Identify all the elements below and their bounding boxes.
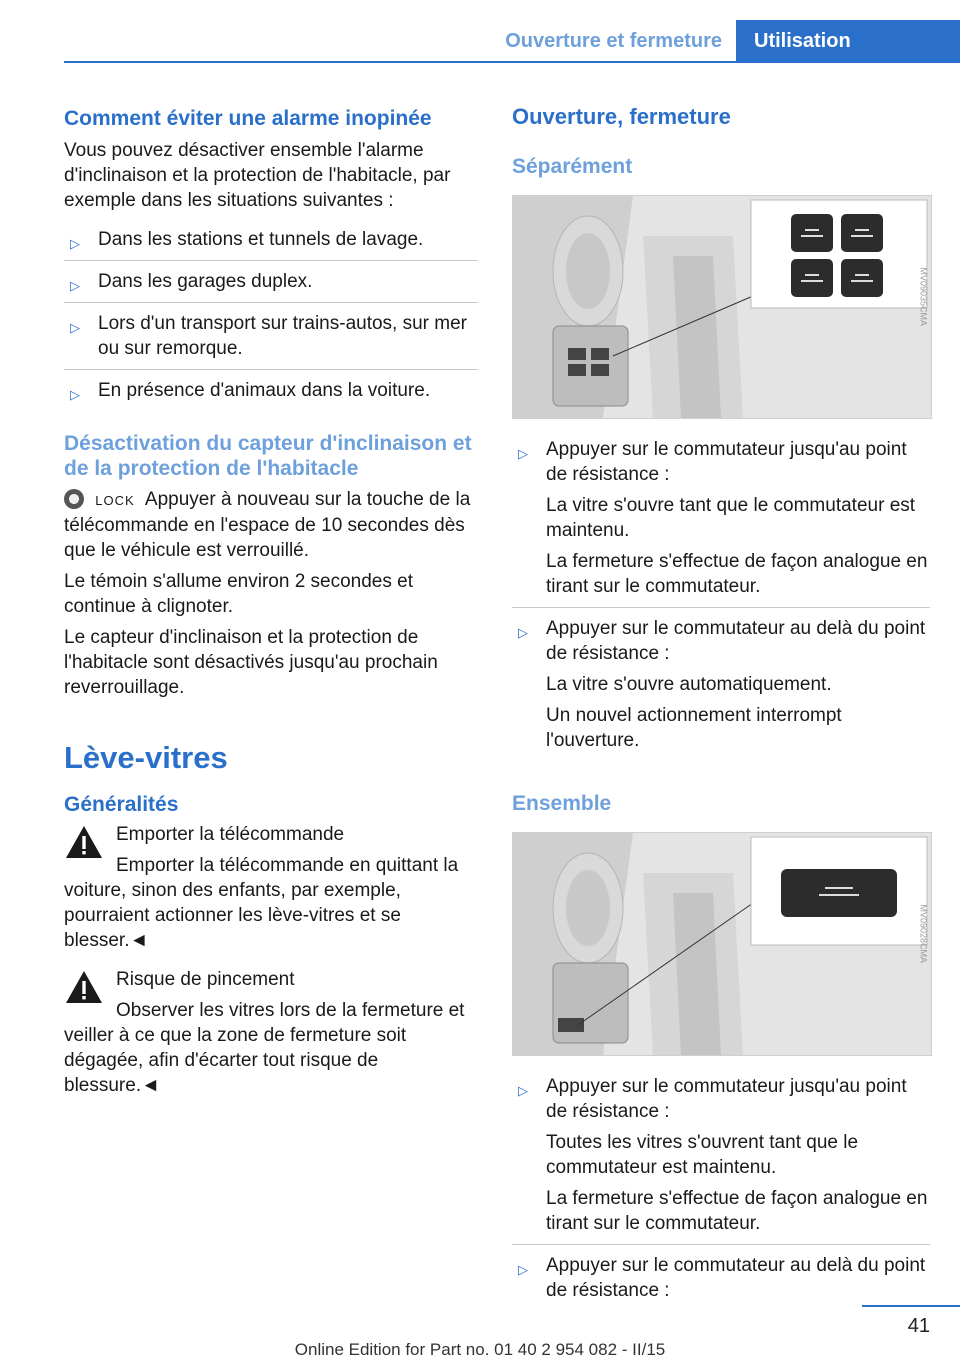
separately-list [512, 429, 930, 761]
list-item: ▷ Dans les stations et tunnels de lavage. [64, 219, 478, 260]
warning-remote-title: Emporter la télécommande [116, 824, 345, 845]
warning-pinch [64, 967, 478, 1098]
door-panel-illustration [513, 833, 931, 1055]
list-item: ▷ Dans les garages duplex. [64, 260, 478, 302]
edition-note: Online Edition for Part no. 01 40 2 954 082 - II/15 [294, 1340, 666, 1359]
image-code: MV09028CMA [919, 904, 929, 963]
footer-rule [862, 1305, 960, 1307]
heading-alarm: Comment éviter une alarme inopinée [64, 107, 432, 130]
heading-generalites: Généralités [64, 793, 179, 816]
deactivation-text-3: Le capteur d'inclinaison et la protection de l'habitacle sont désactivés jusqu'au prochain reverrouillage. [64, 627, 438, 698]
list-item: ▷ En présence d'animaux dans la voiture. [64, 369, 478, 411]
list-item: ▷ Appuyer sur le commutateur jusqu'au point de résistance : Toutes les vitres s'ouvrent tant que le commutateur est maintenu. La fermeture s'effectue de façon analogue en tirant sur le commutateur. [518, 1076, 928, 1234]
heading-ensemble: Ensemble [512, 792, 612, 815]
window-switches-image [512, 195, 932, 419]
image-code: MV09035CMA [919, 267, 929, 326]
warning-remote [64, 822, 478, 953]
heading-deactivation: Désactivation du capteur d'inclinaison et de la protection de l'habitacle [64, 432, 472, 480]
warning-icon [64, 824, 104, 860]
right-column [512, 100, 930, 1311]
triangle-bullet-icon: ▷ [518, 625, 528, 640]
warning-pinch-title: Risque de pincement [116, 969, 295, 990]
list-item: ▷ Lors d'un transport sur trains-autos, sur mer ou sur remorque. [64, 302, 478, 369]
triangle-bullet-icon: ▷ [70, 320, 80, 335]
header-tab-label: Utilisation [754, 30, 851, 52]
triangle-bullet-icon: ▷ [70, 236, 80, 251]
triangle-bullet-icon: ▷ [518, 446, 528, 461]
deactivation-text-1: LOCK Appuyer à nouveau sur la touche de la télécommande en l'espace de 10 secondes dès que le véhicule est verrouillé. [64, 489, 471, 561]
door-panel-illustration [513, 196, 931, 418]
page-number: 41 [907, 1315, 930, 1337]
triangle-bullet-icon: ▷ [518, 1262, 528, 1277]
header-section-title: Ouverture et fermeture [505, 30, 722, 52]
bmw-logo-icon [64, 489, 84, 509]
lock-key-label: LOCK [95, 493, 135, 508]
triangle-bullet-icon: ▷ [70, 387, 80, 402]
header-rule [64, 61, 960, 63]
all-windows-switch-image [512, 832, 932, 1056]
deactivation-text-2: Le témoin s'allume environ 2 secondes et continue à clignoter. [64, 571, 413, 617]
alarm-intro: Vous pouvez désactiver ensemble l'alarme d'inclinaison et la protection de l'habitacle, par exemple dans les situations suivantes : [64, 140, 451, 211]
warning-icon [64, 969, 104, 1005]
warning-remote-text: Emporter la télécommande en quittant la voiture, sinon des enfants, par exemple, pourraient actionner les lève-vitres et se blesser.◄ [64, 855, 459, 951]
warning-pinch-text: Observer les vitres lors de la fermeture et veiller à ce que la zone de fermeture soit dégagée, afin d'écarter tout risque de blessure.◄ [64, 1000, 465, 1096]
heading-leve-vitres: Lève-vitres [64, 740, 228, 775]
heading-ouverture: Ouverture, fermeture [512, 104, 731, 129]
list-item: ▷ Appuyer sur le commutateur au delà du point de résistance : [512, 1244, 930, 1311]
heading-separement: Séparément [512, 155, 633, 178]
list-item: ▷ Appuyer sur le commutateur au delà du point de résistance : La vitre s'ouvre automatiquement. Un nouvel actionnement interrompt l'ouverture. [512, 607, 930, 761]
list-item: ▷ Appuyer sur le commutateur jusqu'au point de résistance : La vitre s'ouvre tant que le commutateur est maintenu. La fermeture s'effectue de façon analogue en tirant sur le commutateur. [518, 439, 928, 597]
triangle-bullet-icon: ▷ [70, 278, 80, 293]
triangle-bullet-icon: ▷ [518, 1083, 528, 1098]
left-column [64, 100, 478, 1098]
alarm-list [64, 219, 478, 411]
together-list [512, 1066, 930, 1311]
header-tab[interactable] [736, 20, 960, 63]
